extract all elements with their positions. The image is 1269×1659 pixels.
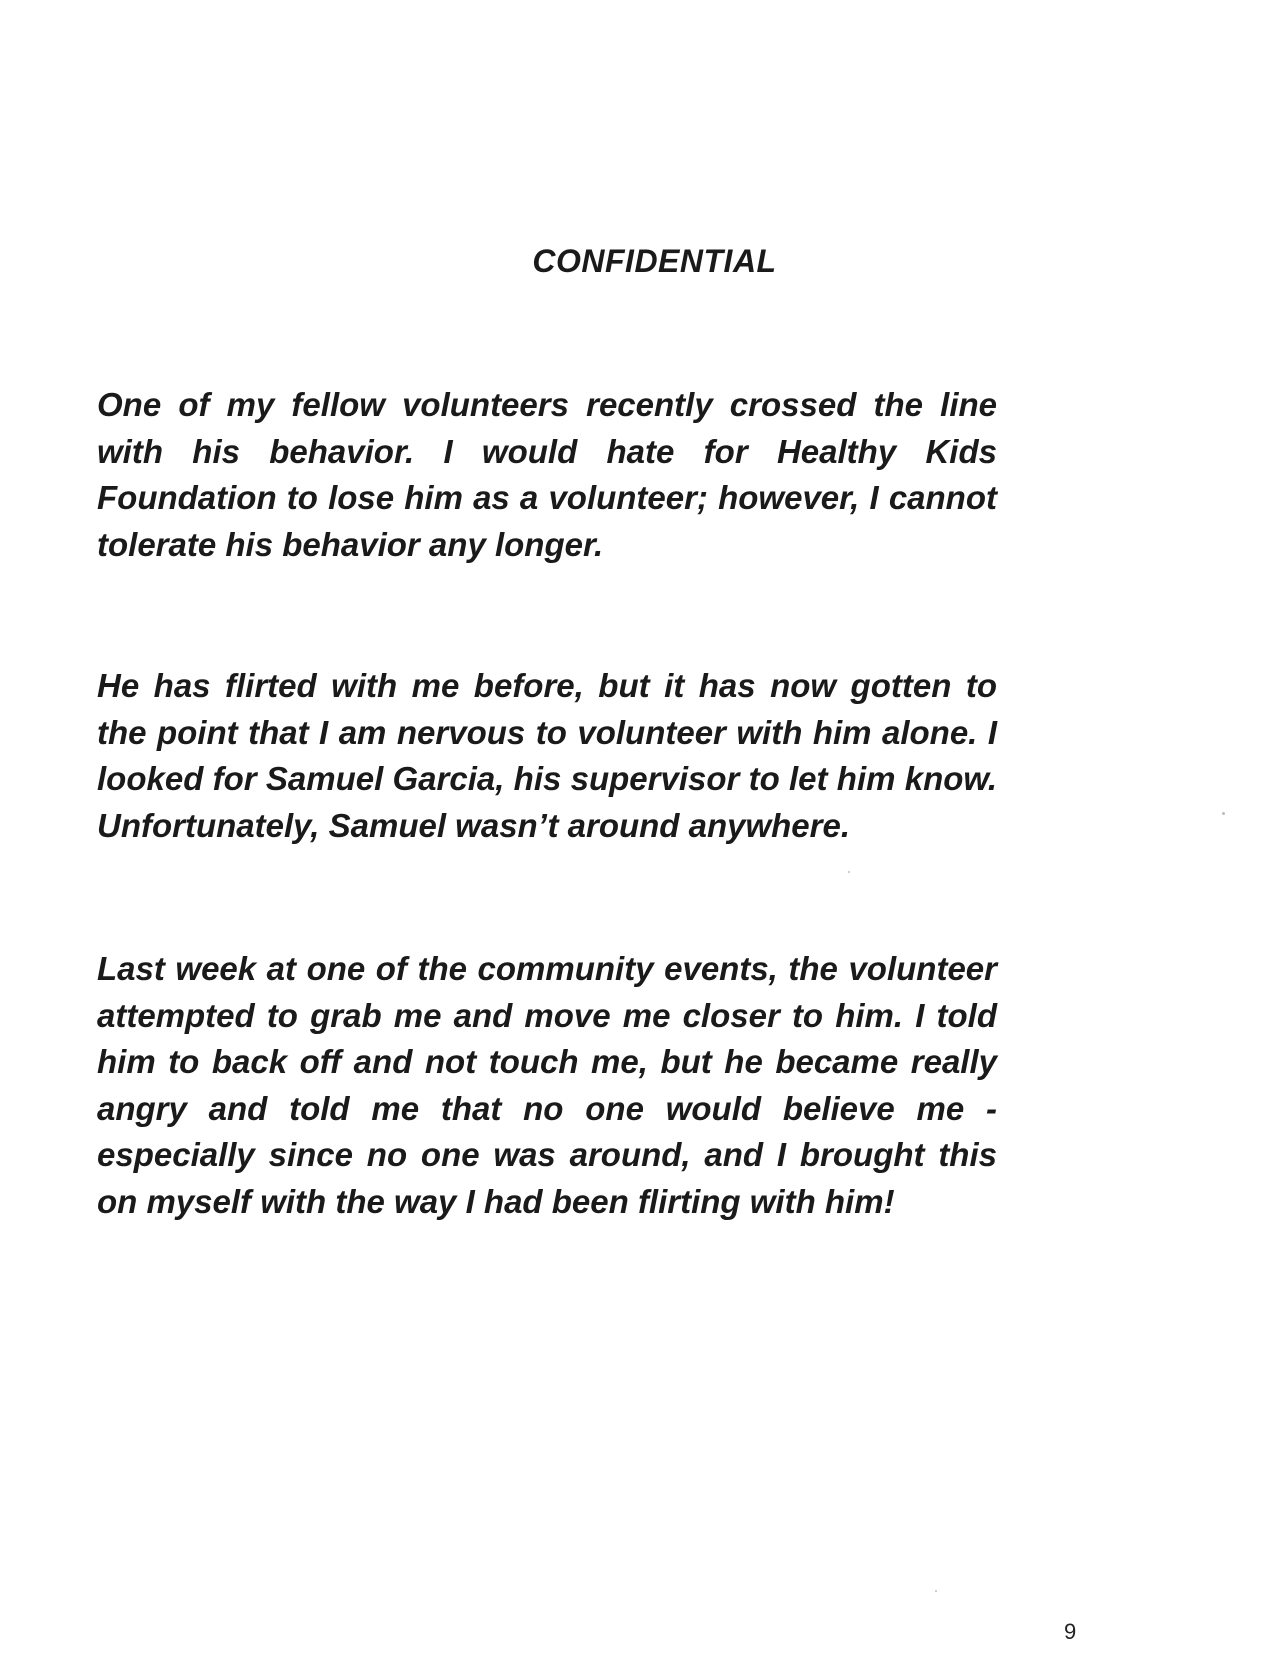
paragraph-1: One of my fellow volunteers recently crossed the line with his behavior. I would hate for Healthy Kids Foundation to lose him as a volunteer; however, I cannot tolerate his behavior any longer. xyxy=(97,386,997,563)
document-title: CONFIDENTIAL xyxy=(532,243,777,279)
scan-speck xyxy=(1222,812,1225,815)
paragraph-3: Last week at one of the community events, the volunteer attempted to grab me and move me closer to him. I told him to back off and not touch me, but he became really angry and told me that no one would believe me - especially since no one was around, and I brought this on myself with the way I had been flirting with him! xyxy=(97,950,997,1220)
scan-speck xyxy=(848,871,850,873)
scan-speck xyxy=(935,1590,937,1592)
paragraph-2: He has flirted with me before, but it has now gotten to the point that I am nervous to volunteer with him alone. I looked for Samuel Garcia, his supervisor to let him know. Unfortunately, Samuel wasn’t around anywhere. xyxy=(97,667,997,844)
page-number: 9 xyxy=(1064,1619,1077,1644)
